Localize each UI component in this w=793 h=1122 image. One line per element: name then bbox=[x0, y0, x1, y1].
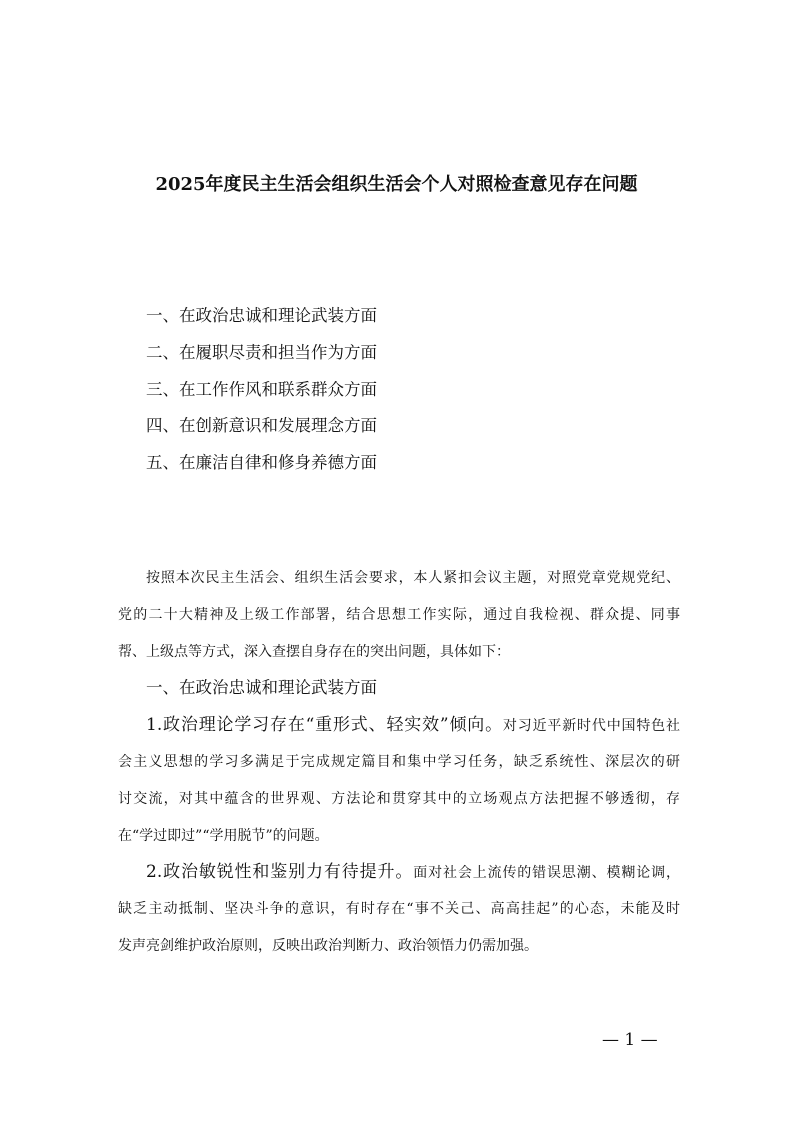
document-body bbox=[118, 565, 680, 970]
item1-lead: 1.政治理论学习存在“重形式、轻实效”倾向。 bbox=[146, 715, 503, 736]
outline-item: 三、在工作作风和联系群众方面 bbox=[146, 379, 377, 399]
intro-line: 党的二十大精神及上级工作部署，结合思想工作实际，通过自我检视、群众提、同事 bbox=[118, 606, 680, 623]
outline-item: 二、在履职尽责和担当作为方面 bbox=[146, 342, 377, 362]
outline-item: 一、在政治忠诚和理论武装方面 bbox=[146, 306, 377, 325]
item1-line: 在“学过即过”“学用脱节”的问题。 bbox=[118, 827, 329, 844]
item1-line: 会主义思想的学习多满足于完成规定篇目和集中学习任务，缺乏系统性、深层次的研 bbox=[118, 753, 680, 770]
page-number: — 1 — bbox=[602, 1030, 658, 1050]
item2-line bbox=[118, 859, 680, 896]
item2-lead: 2.政治敏锐性和鉴别力有待提升。 bbox=[146, 862, 414, 883]
intro-line: 按照本次民主生活会、组织生活会要求，本人紧扣会议主题，对照党章党规党纪、 bbox=[146, 570, 680, 586]
outline-list bbox=[146, 303, 377, 487]
outline-item: 四、在创新意识和发展理念方面 bbox=[146, 416, 377, 436]
item2-line: 缺乏主动抵制、坚决斗争的意识，有时存在“事不关己、高高挂起”的心态，未能及时 bbox=[118, 901, 680, 918]
item2-text: 面对社会上流传的错误思潮、模糊论调， bbox=[413, 865, 680, 882]
intro-line: 帮、上级点等方式，深入查摆自身存在的突出问题，具体如下： bbox=[118, 643, 510, 660]
section-heading: 一、在政治忠诚和理论武装方面 bbox=[146, 678, 377, 698]
outline-item: 五、在廉洁自律和修身养德方面 bbox=[146, 453, 377, 473]
item1-line bbox=[118, 712, 680, 749]
item1-text: 对习近平新时代中国特色社 bbox=[502, 718, 680, 735]
document-title: 2025年度民主生活会组织生活会个人对照检查意见存在问题 bbox=[155, 174, 638, 195]
item2-line: 发声亮剑维护政治原则，反映出政治判断力、政治领悟力仍需加强。 bbox=[118, 937, 538, 954]
item1-line: 讨交流，对其中蕴含的世界观、方法论和贯穿其中的立场观点方法把握不够透彻，存 bbox=[118, 790, 680, 807]
